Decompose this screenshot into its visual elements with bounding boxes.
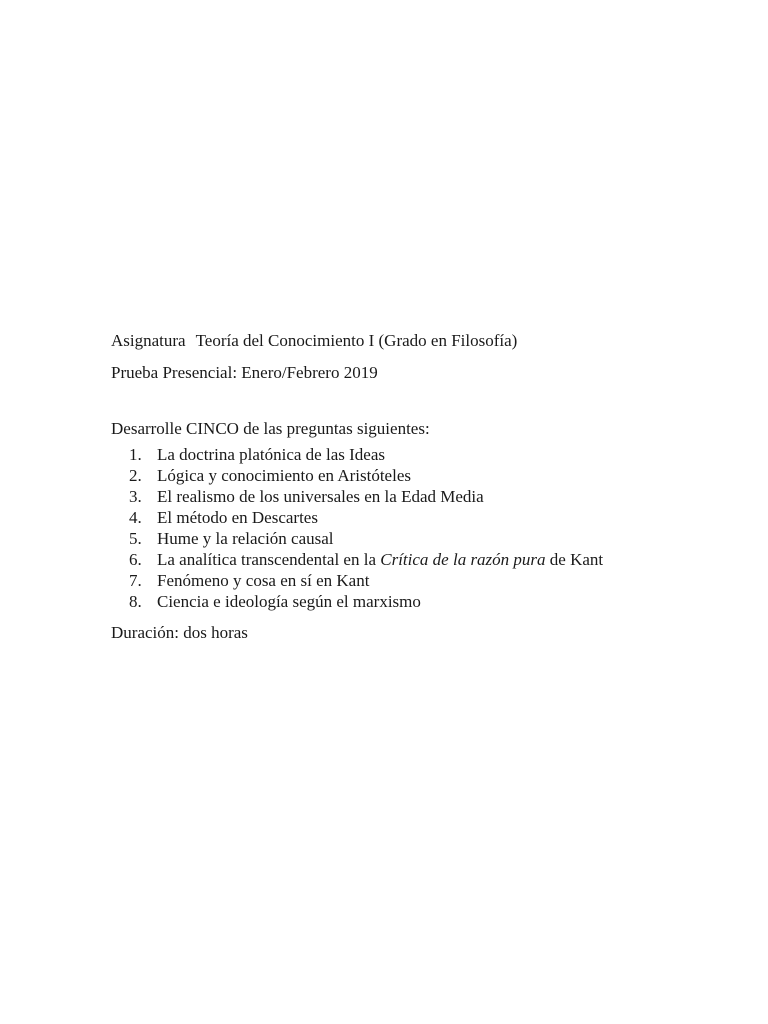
question-text-before: La analítica transcendental en la [157, 550, 381, 569]
question-number: 5. [129, 529, 142, 548]
question-text: Ciencia e ideología según el marxismo [157, 592, 421, 611]
subject-line [111, 330, 711, 351]
question-item [129, 444, 711, 465]
question-number: 1. [129, 445, 142, 464]
question-item [129, 507, 711, 528]
duration-text: Duración: dos horas [111, 623, 248, 642]
question-item [129, 549, 711, 570]
question-text [157, 549, 603, 570]
question-text: Fenómeno y cosa en sí en Kant [157, 571, 370, 590]
question-text: El realismo de los universales en la Edad Media [157, 487, 484, 506]
question-item [129, 465, 711, 486]
question-number: 7. [129, 571, 142, 590]
question-number: 2. [129, 466, 142, 485]
question-number: 4. [129, 508, 142, 527]
question-item [129, 591, 711, 612]
subject-label: Asignatura [111, 331, 186, 350]
question-number: 3. [129, 487, 142, 506]
question-item [129, 570, 711, 591]
subject-name: Teoría del Conocimiento I (Grado en Filosofía) [195, 331, 518, 350]
question-text: Hume y la relación causal [157, 529, 334, 548]
question-text: Lógica y conocimiento en Aristóteles [157, 466, 411, 485]
question-text-after: de Kant [545, 550, 604, 569]
book-title: Crítica de la razón pura [380, 550, 546, 569]
question-list [111, 444, 711, 612]
question-number: 8. [129, 592, 142, 611]
question-item [129, 486, 711, 507]
question-number: 6. [129, 550, 142, 569]
question-text: La doctrina platónica de las Ideas [157, 445, 385, 464]
instruction-text: Desarrolle CINCO de las preguntas siguientes: [111, 419, 430, 438]
question-item [129, 528, 711, 549]
exam-content [111, 330, 711, 643]
question-text: El método en Descartes [157, 508, 318, 527]
exam-line: Prueba Presencial: Enero/Febrero 2019 [111, 363, 378, 382]
